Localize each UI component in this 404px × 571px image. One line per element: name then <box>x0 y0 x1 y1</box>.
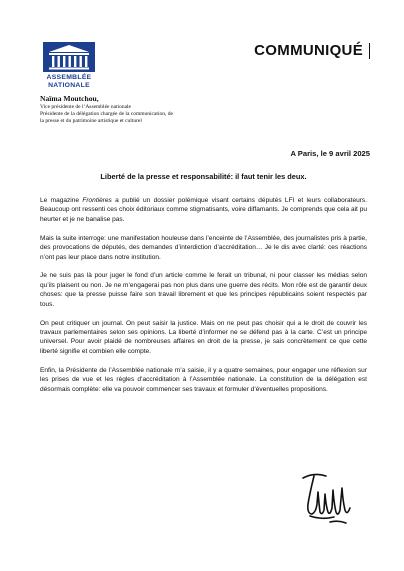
logo-line-2: NATIONALE <box>48 81 90 89</box>
body-paragraph: On peut critiquer un journal. On peut saisir la justice. Mais on ne peut pas choisir qui a le droit de couvrir les travaux parlementaires selon ses opinions. La liberté d’informer ne se défend pas à la carte. C’est un principe universel. Pour avoir plaidé de nombreuses affaires en droit de la presse, je sais concrètement ce que cette liberté signifie et combien elle compte. <box>40 319 367 355</box>
handwritten-signature <box>300 470 354 528</box>
magazine-name: Frontières <box>82 197 112 204</box>
release-body <box>40 196 367 403</box>
assemblee-hemicycle-icon <box>43 42 95 72</box>
logo-wordmark <box>40 74 98 89</box>
document-type-heading <box>254 42 370 59</box>
dateline: A Paris, le 9 avril 2025 <box>290 149 370 158</box>
body-paragraph: Enfin, la Présidente de l’Assemblée nationale m’a saisie, il y a quatre semaines, pour engager une réflexion sur les prises de vue et les règles d’accréditation à l’Assemblée nationale. La constitution de la délégation est désormais complète: elle va pouvoir commencer ses travaux et formuler d’éventuelles propositions. <box>40 366 367 393</box>
document-type-label: COMMUNIQUÉ <box>254 42 363 59</box>
body-paragraph: Mais la suite interroge: une manifestation houleuse dans l’enceinte de l’Assemblée, des journalistes pris à partie, des provocations de députés, des demandes d’interdiction d’accréditation… Je le dis avec clarté: ces réactions n’ont pas leur place dans notre institution. <box>40 234 367 261</box>
author-block <box>40 94 280 125</box>
body-paragraph <box>40 196 367 224</box>
author-role-line: la presse et du patrimoine artistique et culturel <box>40 118 142 124</box>
author-name: Naïma Moutchou, <box>40 94 99 103</box>
logo-line-1: ASSEMBLÉE <box>46 74 92 81</box>
paragraph-rest: a publié un dossier polémique visant certains députés LFI et leurs collaborateurs. Beaucoup ont ressenti ces choix éditoriaux comme stigmatisants, voire diffamants. Je comprends que cela ait pu heurter et je ne banalise pas. <box>40 197 367 223</box>
release-title: Liberté de la presse et responsabilité: il faut tenir les deux. <box>100 172 307 181</box>
paragraph-intro: Le magazine <box>40 197 83 204</box>
author-role-line: Vice présidente de l’Assemblée nationale <box>40 104 131 110</box>
assemblee-nationale-logo <box>40 42 98 89</box>
body-paragraph: Je ne suis pas là pour juger le fond d’un article comme le ferait un tribunal, ni pour classer les médias selon qu’ils plaisent ou non. Je ne m’engagerai pas non plus dans une guerre des récits. Mon rôle est de garantir deux choses: que la presse puisse faire son travail librement et que les principes républicains soient respectés par tous. <box>40 272 367 308</box>
heading-divider <box>369 43 370 59</box>
author-role-line: Présidente de la délégation chargée de la communication, de <box>40 111 173 117</box>
